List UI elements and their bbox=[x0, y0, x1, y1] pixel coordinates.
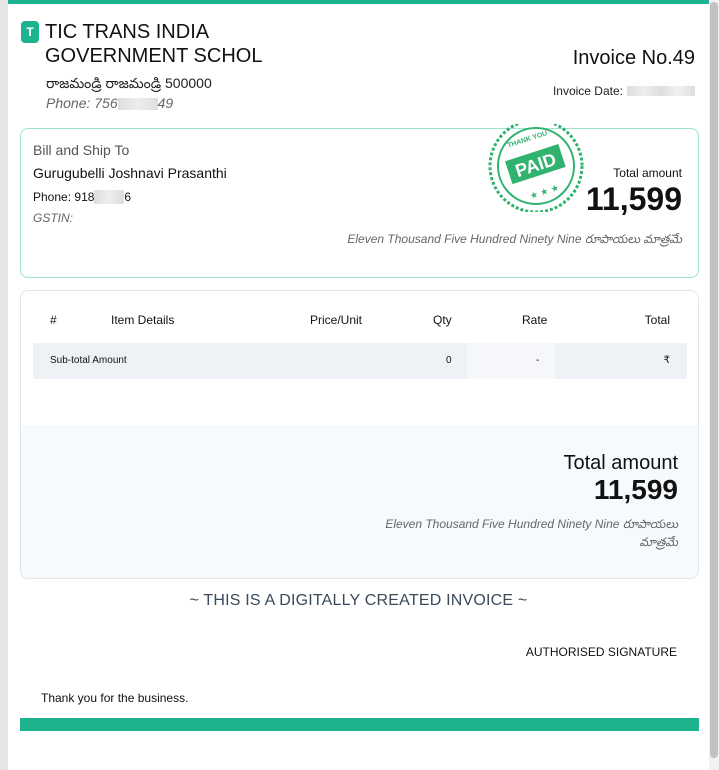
stamp-main-text: PAID bbox=[512, 149, 559, 181]
customer-phone bbox=[33, 190, 131, 204]
redacted-block bbox=[94, 190, 124, 204]
svg-text:★ ★ ★: ★ ★ ★ bbox=[528, 183, 561, 203]
company-phone-label: Phone: bbox=[46, 95, 91, 111]
summary-total-words bbox=[368, 515, 678, 551]
subtotal-label: Sub-total Amount bbox=[50, 355, 127, 366]
customer-phone-end: 6 bbox=[124, 190, 132, 204]
invoice-date-label: Invoice Date: bbox=[552, 84, 623, 98]
top-accent-bar bbox=[8, 0, 709, 4]
bill-total-value: 11,599 bbox=[585, 181, 682, 217]
summary-total-label: Total amount bbox=[563, 452, 678, 474]
summary-words-line2: మాత్రమే bbox=[639, 535, 678, 549]
bottom-accent-bar bbox=[20, 718, 699, 731]
column-header-total: Total bbox=[644, 313, 670, 327]
invoice-number: Invoice No.49 bbox=[572, 47, 695, 69]
subtotal-qty: 0 bbox=[446, 355, 452, 366]
paid-stamp-icon bbox=[488, 124, 586, 212]
column-header-number: # bbox=[50, 313, 57, 327]
company-logo: T bbox=[21, 21, 39, 43]
bill-total-words: Eleven Thousand Five Hundred Ninety Nine రూపాయలు మాత్రమే bbox=[347, 232, 682, 246]
company-name: TIC TRANS INDIA GOVERNMENT SCHOL bbox=[45, 21, 263, 67]
bill-ship-card bbox=[20, 128, 699, 278]
bill-total-label: Total amount bbox=[613, 166, 682, 180]
column-header-price-unit: Price/Unit bbox=[310, 313, 363, 327]
table-row bbox=[33, 343, 687, 379]
digital-invoice-note: ~ THIS IS A DIGITALLY CREATED INVOICE ~ bbox=[189, 592, 528, 609]
company-phone-start: 756 bbox=[94, 95, 118, 111]
scrollbar-thumb[interactable] bbox=[710, 2, 718, 758]
invoice-page bbox=[8, 0, 709, 770]
customer-phone-start: 918 bbox=[74, 190, 95, 204]
summary-words-line1: Eleven Thousand Five Hundred Ninety Nine రూపాయలు bbox=[385, 517, 678, 531]
invoice-date-redacted bbox=[627, 86, 695, 96]
column-header-qty: Qty bbox=[433, 313, 452, 327]
authorised-signature: AUTHORISED SIGNATURE bbox=[525, 645, 677, 659]
invoice-date bbox=[553, 84, 695, 98]
subtotal-total: ₹ bbox=[663, 355, 670, 366]
customer-name: Gurugubelli Joshnavi Prasanthi bbox=[33, 165, 227, 181]
redacted-block bbox=[118, 98, 158, 110]
bill-heading: Bill and Ship To bbox=[33, 142, 130, 158]
vertical-scrollbar[interactable] bbox=[709, 0, 719, 770]
items-table bbox=[20, 290, 699, 579]
company-address: రాజమండ్రి రాజమండ్రి 500000 bbox=[46, 75, 212, 91]
company-phone-end: 49 bbox=[157, 95, 174, 111]
company-phone bbox=[46, 95, 173, 111]
column-header-item-details: Item Details bbox=[111, 313, 175, 327]
thank-you-note: Thank you for the business. bbox=[41, 691, 189, 705]
customer-gstin: GSTIN: bbox=[33, 211, 74, 225]
column-header-rate: Rate bbox=[522, 313, 548, 327]
summary-total-value: 11,599 bbox=[593, 474, 678, 505]
stamp-top-text: THANK YOU bbox=[506, 130, 549, 150]
subtotal-rate: - bbox=[536, 355, 540, 366]
customer-phone-label: Phone: bbox=[33, 190, 72, 204]
